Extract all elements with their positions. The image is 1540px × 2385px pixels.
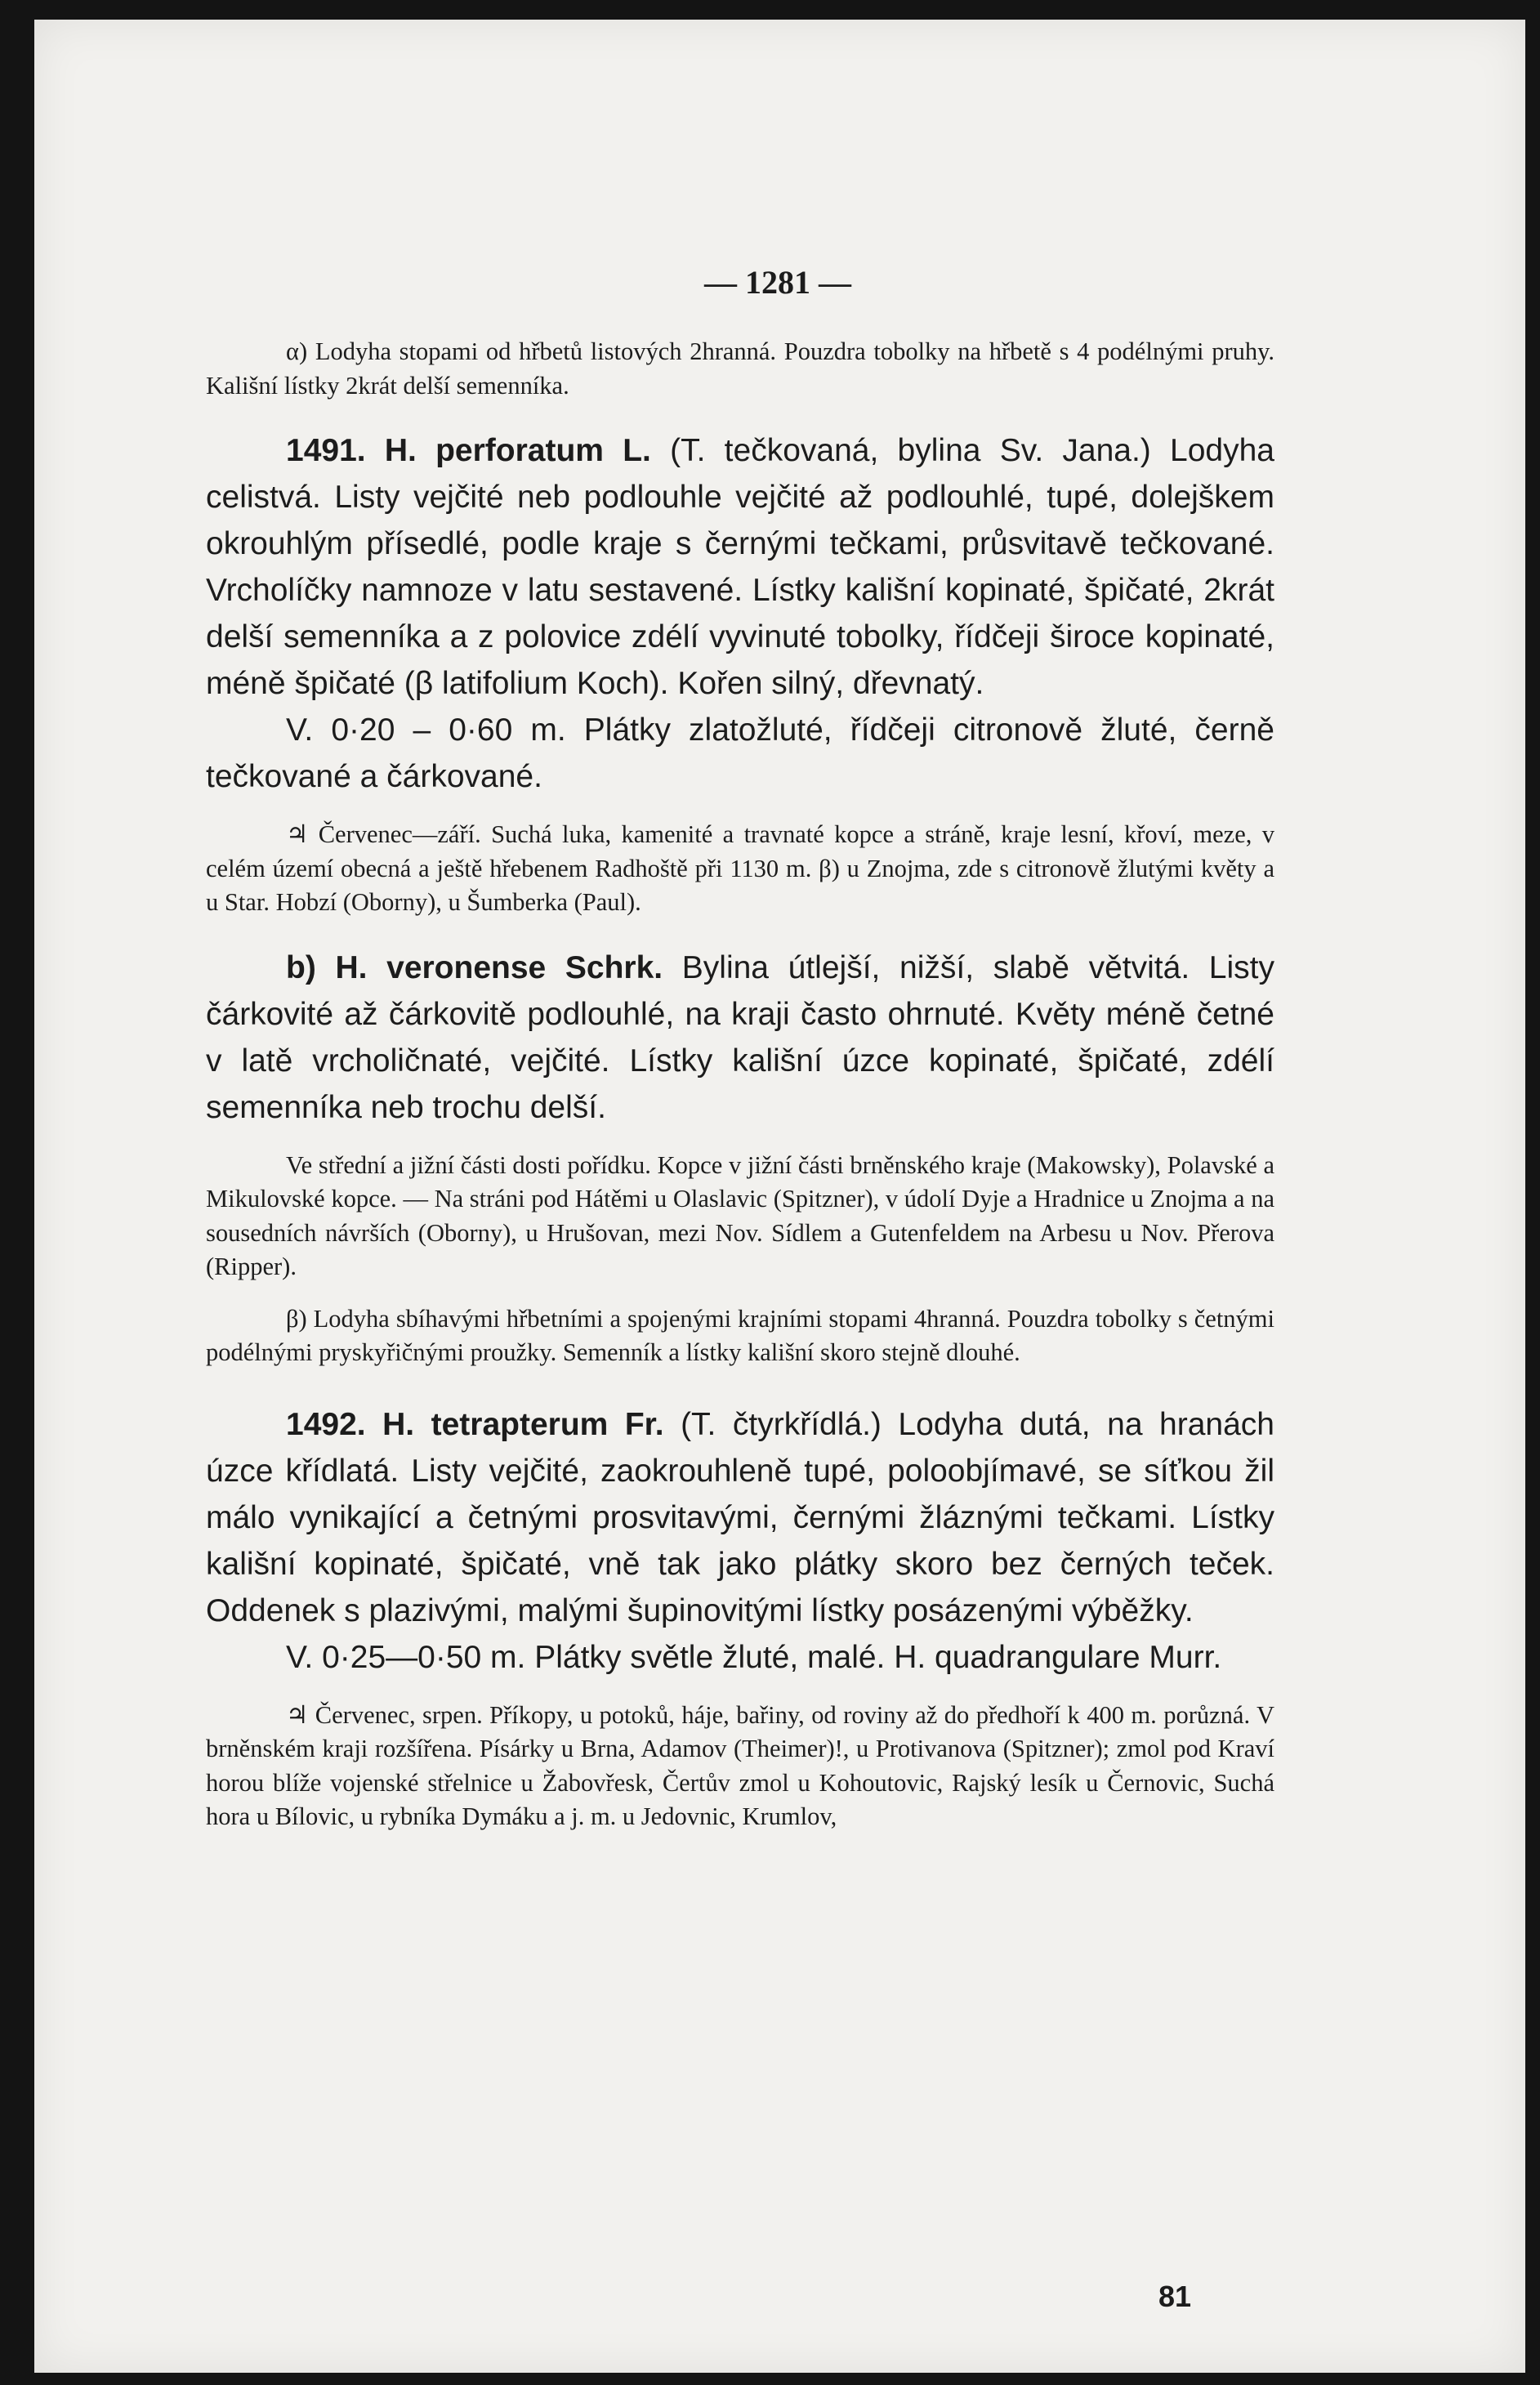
paragraph-veronense [206, 945, 1274, 1131]
species-heading-1492: 1492. H. tetrapterum Fr. [286, 1406, 664, 1442]
paragraph-1492-text: (T. čtyrkřídlá.) Lodyha dutá, na hranách úzce křídlatá. Listy vejčité, zaokrouhleně tupé, poloobjímavé, se síťkou žil málo vynikající a četnými prosvitavými, černými žláznými tečkami. Lístky kališní kopinaté, špičaté, vně tak jako plátky skoro bez černých teček. Oddenek s plazivými, malými šupinovitými lístky posázenými výběžky. [206, 1406, 1274, 1628]
paragraph-1491 [206, 427, 1274, 707]
paragraph-veronense-text: Bylina útlejší, nižší, slabě větvitá. Listy čárkovité až čárkovitě podlouhlé, na kraji často ohrnuté. Květy méně četné v latě vrcholičnaté, vejčité. Lístky kališní úzce kopinaté, špičaté, zdélí semenníka neb trochu delší. [206, 949, 1274, 1125]
paragraph-veronense-habitat: Ve střední a jižní části dosti pořídku. Kopce v jižní části brněnského kraje (Makowsky), Polavské a Mikulovské kopce. — Na stráni pod Hátěmi u Olaslavic (Spitzner), v údolí Dyje a Hradnice u Znojma a na sousedních návrších (Oborny), u Hrušovan, mezi Nov. Sídlem a Gutenfeldem na Arbesu u Nov. Přerova (Ripper). [206, 1150, 1274, 1280]
signature-mark: 81 [1158, 2280, 1192, 2313]
paragraph-1492 [206, 1401, 1274, 1634]
page-number: — 1281 — [704, 264, 851, 301]
paragraph-1491-size: V. 0·20 – 0·60 m. Plátky zlatožluté, řídčeji citronově žluté, černě tečkované a čárkované. [206, 712, 1274, 794]
page-text [206, 335, 1274, 1834]
paragraph-1491-habitat: ♃ Červenec—září. Suchá luka, kamenité a travnaté kopce a stráně, kraje lesní, křoví, meze, v celém území obecná a ještě hřebenem Radhoště při 1130 m. β) u Znojma, zde s citronově žlutými květy a u Star. Hobzí (Oborny), u Šumberka (Paul). [206, 820, 1274, 916]
paragraph-alpha-note: α) Lodyha stopami od hřbetů listových 2hranná. Pouzdra tobolky na hřbetě s 4 podélnými pruhy. Kališní lístky 2krát delší semenníka. [206, 337, 1274, 400]
paragraph-1492-habitat: ♃ Červenec, srpen. Příkopy, u potoků, háje, bařiny, od roviny až do předhoří k 400 m. porůzná. V brněnském kraji rozšířena. Písárky u Brna, Adamov (Theimer)!, u Protivanova (Spitzner); zmol pod Kraví horou blíže vojenské střelnice u Žabovřesk, Čertův zmol u Kohoutovic, Rajský lesík u Černovic, Suchá hora u Bílovic, u rybníka Dymáku a j. m. u Jedovnic, Krumlov, [206, 1700, 1274, 1830]
species-heading-1491: 1491. H. perforatum L. [286, 433, 651, 468]
paragraph-1492-size: V. 0·25—0·50 m. Plátky světle žluté, malé. H. quadrangulare Murr. [286, 1639, 1222, 1675]
species-heading-veronense: b) H. veronense Schrk. [286, 949, 663, 985]
paragraph-beta-note: β) Lodyha sbíhavými hřbetními a spojenými krajními stopami 4hranná. Pouzdra tobolky s četnými podélnými pryskyřičnými proužky. Semenník a lístky kališní skoro stejně dlouhé. [206, 1304, 1274, 1366]
paragraph-1491-text: (T. tečkovaná, bylina Sv. Jana.) Lodyha celistvá. Listy vejčité neb podlouhle vejčité až podlouhlé, tupé, dolejškem okrouhlým přísedlé, podle kraje s černými tečkami, průsvitavě tečkované. Vrcholíčky namnoze v latu sestavené. Lístky kališní kopinaté, špičaté, 2krát delší semenníka a z polovice zdélí vyvinuté tobolky, řídčeji široce kopinaté, méně špičaté (β latifolium Koch). Kořen silný, dřevnatý. [206, 433, 1274, 701]
